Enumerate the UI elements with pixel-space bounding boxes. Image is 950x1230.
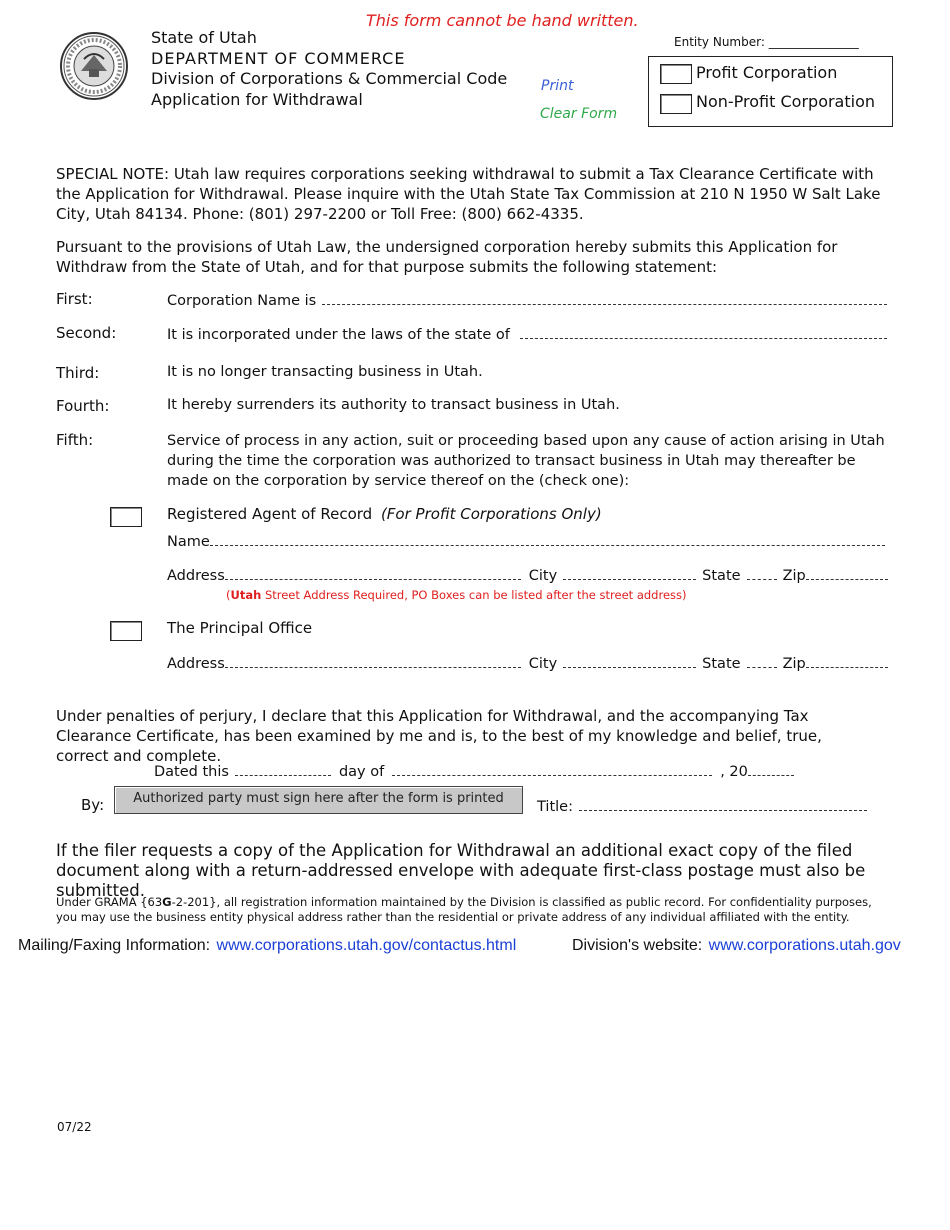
- clear-form-button[interactable]: Clear Form: [540, 106, 618, 122]
- registered-agent-note: (For Profit Corporations Only): [380, 505, 602, 523]
- year-prefix: , 20: [720, 764, 748, 780]
- hand-written-warning: This form cannot be hand written.: [366, 11, 639, 30]
- agent-address-label: Address: [167, 568, 225, 584]
- entity-number-field[interactable]: _______________: [768, 35, 859, 49]
- profit-corporation-label: Profit Corporation: [696, 63, 838, 82]
- division-website-label: Division's website:: [572, 937, 703, 954]
- day-field[interactable]: [235, 761, 331, 776]
- fourth-text: It hereby surrenders its authority to transact business in Utah.: [167, 397, 620, 413]
- month-field[interactable]: [392, 761, 712, 776]
- revision-date: 07/22: [57, 1120, 92, 1134]
- corporation-type-box: [648, 56, 893, 127]
- registered-agent-label: Registered Agent of Record: [167, 505, 373, 523]
- principal-office-checkbox[interactable]: [110, 621, 142, 641]
- agent-name-field[interactable]: [210, 531, 885, 546]
- year-field[interactable]: [748, 761, 794, 776]
- state-seal: [59, 31, 129, 101]
- principal-address-field[interactable]: [225, 653, 521, 668]
- agent-name-label: Name: [167, 534, 210, 550]
- incorporated-state-field[interactable]: [520, 324, 887, 339]
- agent-city-label: City: [528, 568, 558, 584]
- corporation-name-label: Corporation Name is: [167, 293, 317, 309]
- agent-address-field[interactable]: [225, 565, 521, 580]
- contact-us-link[interactable]: www.corporations.utah.gov/contactus.html: [216, 937, 517, 954]
- principal-zip-field[interactable]: [806, 653, 888, 668]
- third-label: Third:: [56, 364, 100, 382]
- special-note: SPECIAL NOTE: Utah law requires corporations seeking withdrawal to submit a Tax Clearance Certificate with the Application for Withdrawal. Please inquire with the Utah State Tax Commission at 210 N 1950 W Salt Lake City, Utah 84134. Phone: (801) 297-2200 or Toll Free: (800) 662-4335.: [56, 165, 881, 223]
- agent-city-field[interactable]: [563, 565, 696, 580]
- form-title: Application for Withdrawal: [151, 90, 363, 109]
- principal-state-field[interactable]: [747, 653, 777, 668]
- principal-city-label: City: [528, 656, 558, 672]
- signature-box[interactable]: [114, 786, 523, 814]
- title-field[interactable]: [579, 796, 867, 811]
- title-label: Title:: [537, 799, 573, 815]
- non-profit-corporation-checkbox[interactable]: [660, 94, 692, 114]
- principal-address-label: Address: [167, 656, 225, 672]
- principal-office-label: The Principal Office: [167, 619, 313, 637]
- by-label: By:: [81, 796, 105, 814]
- incorporated-state-label: It is incorporated under the laws of the state of: [167, 327, 510, 343]
- pursuant-statement: Pursuant to the provisions of Utah Law, the undersigned corporation hereby submits this Application for Withdraw from the State of Utah, and for that purpose submits the following statement:: [56, 238, 838, 276]
- department-name: DEPARTMENT OF COMMERCE: [151, 49, 406, 68]
- day-of-label: day of: [338, 764, 385, 780]
- entity-number-label: Entity Number:: [674, 35, 765, 49]
- grama-note: Under GRAMA {63G-2-201}, all registration information maintained by the Division is classified as public record. For confidentiality purposes, you may use the business entity physical address rather than the residential or private address of any individual affiliated with the entity.: [56, 895, 872, 924]
- agent-state-field[interactable]: [747, 565, 777, 580]
- profit-corporation-checkbox[interactable]: [660, 64, 692, 84]
- division-name: Division of Corporations & Commercial Code: [151, 69, 508, 88]
- dated-this-label: Dated this: [154, 764, 229, 780]
- division-website-link[interactable]: www.corporations.utah.gov: [708, 937, 901, 954]
- copy-request-note: If the filer requests a copy of the Application for Withdrawal an additional exact copy of the filed document along with a return-addressed envelope with adequate first-class postage must also be submitted.: [56, 841, 866, 900]
- corporation-name-field[interactable]: [322, 290, 887, 305]
- agent-zip-label: Zip: [782, 568, 806, 584]
- fifth-text: Service of process in any action, suit or proceeding based upon any cause of action arising in Utah during the time the corporation was authorized to transact business in Utah may thereafter be made on the corporation by service thereof on the (check one):: [167, 433, 885, 489]
- fifth-label: Fifth:: [56, 431, 94, 449]
- signature-box-text: Authorized party must sign here after the form is printed: [133, 791, 504, 806]
- second-label: Second:: [56, 324, 117, 342]
- third-text: It is no longer transacting business in Utah.: [167, 364, 483, 380]
- principal-state-label: State: [702, 656, 741, 672]
- principal-city-field[interactable]: [563, 653, 696, 668]
- perjury-declaration: Under penalties of perjury, I declare that this Application for Withdrawal, and the accompanying Tax Clearance Certificate, has been examined by me and is, to the best of my knowledge and belief, true, correct and complete.: [56, 707, 822, 765]
- print-button[interactable]: Print: [541, 78, 574, 94]
- non-profit-corporation-label: Non-Profit Corporation: [696, 92, 876, 111]
- principal-zip-label: Zip: [782, 656, 806, 672]
- first-label: First:: [56, 290, 93, 308]
- utah-address-note: (Utah Street Address Required, PO Boxes can be listed after the street address): [226, 588, 687, 602]
- state-name: State of Utah: [151, 28, 257, 47]
- agent-state-label: State: [702, 568, 741, 584]
- registered-agent-checkbox[interactable]: [110, 507, 142, 527]
- agent-zip-field[interactable]: [806, 565, 888, 580]
- mailing-info-label: Mailing/Faxing Information:: [18, 937, 211, 954]
- fourth-label: Fourth:: [56, 397, 110, 415]
